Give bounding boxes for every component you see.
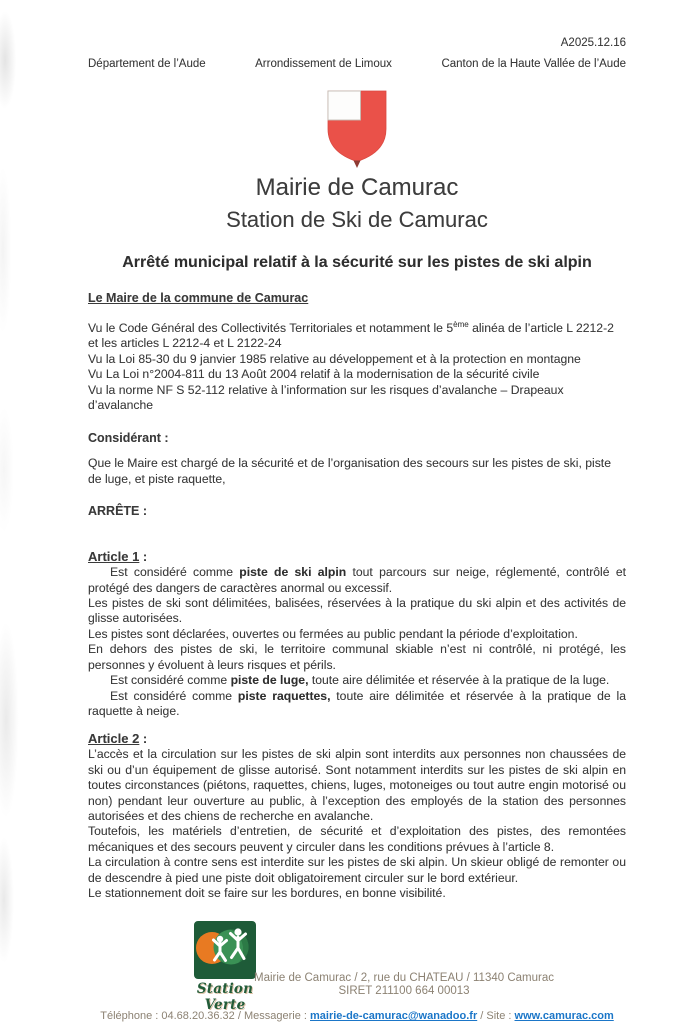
- canton-label: Canton de la Haute Vallée de l’Aude: [441, 58, 626, 70]
- considerant-text: Que le Maire est chargé de la sécurité et de l’organisation des secours sur les pistes de ski, piste de luge, et piste raquette,: [88, 456, 611, 486]
- website-link[interactable]: www.camurac.com: [514, 1010, 614, 1022]
- header-row: [88, 57, 626, 72]
- footer-phone-label: Téléphone : 04.68.20.36.32 / Messagerie :: [100, 1010, 310, 1022]
- article-1-heading-colon: :: [139, 549, 148, 565]
- a1p6-post: toute aire délimitée et réservée à la pratique de la raquette à neige.: [88, 688, 626, 718]
- vu-recitals: [88, 321, 626, 413]
- a1p5-post: toute aire délimitée et réservée à la pratique de la luge.: [308, 673, 610, 688]
- vu-paragraph-2: Vu la Loi 85-30 du 9 janvier 1985 relative au développement et à la protection en montagne: [88, 351, 581, 366]
- vu1-superscript: ème: [453, 319, 469, 329]
- footer: [88, 920, 626, 1014]
- email-link[interactable]: mairie-de-camurac@wanadoo.fr: [310, 1010, 478, 1022]
- article-1-body: [88, 565, 626, 719]
- decree-title: Arrêté municipal relatif à la sécurité sur les pistes de ski alpin: [122, 254, 592, 271]
- vu1-post: alinéa de l’article L 2212-2 et les articles L 2212-4 et L 2122-24: [88, 321, 614, 351]
- article-1-paragraph: [88, 565, 626, 596]
- a1p1-bold-term: piste de ski alpin: [239, 565, 347, 580]
- article-1-paragraph: [88, 689, 626, 720]
- department-label: Département de l’Aude: [88, 58, 206, 70]
- footer-address: Mairie de Camurac / 2, rue du CHATEAU / 11340 Camurac: [254, 972, 554, 985]
- article-2-heading: [88, 731, 626, 747]
- arrondissement-label: Arrondissement de Limoux: [255, 58, 392, 70]
- article-2-heading-label: Article 2: [88, 731, 140, 747]
- station-verte-label: Station Verte: [196, 981, 254, 1014]
- vu1-pre: Vu le Code Général des Collectivités Territoriales et notamment le 5: [88, 321, 454, 335]
- mairie-title: Mairie de Camurac: [255, 174, 459, 201]
- station-title: Station de Ski de Camurac: [226, 207, 488, 232]
- a1p6-bold-term: piste raquettes,: [237, 688, 331, 703]
- article-2-paragraph: Le stationnement doit se faire sur les bordures, en bonne visibilité.: [88, 885, 446, 900]
- vu-paragraph-1: [88, 321, 626, 352]
- maire-heading: Le Maire de la commune de Camurac: [88, 291, 309, 305]
- a1p5-pre: Est considéré comme: [110, 673, 231, 688]
- article-1-paragraph: En dehors des pistes de ski, le territoire communal skiable n’est ni contrôlé, ni protégé, les personnes y évoluent à leurs risques et périls.: [88, 642, 626, 672]
- article-2-paragraph: Toutefois, les matériels d’entretien, de sécurité et d’exploitation des pistes, des remontées mécaniques et des secours peuvent y circuler dans les conditions prévues à l’article 8.: [88, 824, 626, 854]
- ref-number: A2025.12.16: [560, 37, 626, 49]
- article-2-paragraph: L’accès et la circulation sur les pistes de ski alpin sont interdits aux personnes non chaussées de ski ou d’un équipement de glisse autorisé. Sont notamment interdits sur les pistes de ski alpin en toutes circonstances (piétons, raquettes, chiens, luges, motoneiges ou tout autre engin motorisé ou non) pendant leur ouverture au public, à l’exception des employés de la station des personnes autorisées et des chiens de recherche en avalanche.: [88, 747, 626, 823]
- crest-container: [88, 89, 626, 169]
- footer-contact: [88, 1010, 626, 1022]
- article-1-heading-label: Article 1: [88, 549, 140, 565]
- article-2-heading-colon: :: [139, 731, 148, 747]
- article-2-body: [88, 747, 626, 901]
- a1p6-pre: Est considéré comme: [110, 688, 238, 703]
- considerant-heading: Considérant :: [88, 431, 169, 446]
- vu-paragraph-3: Vu La Loi n°2004-811 du 13 Août 2004 relatif à la modernisation de la sécurité civile: [88, 367, 540, 382]
- article-1-heading: [88, 549, 626, 565]
- article-1-paragraph: Les pistes de ski sont délimitées, balisées, réservées à la pratique du ski alpin et des activités de glisse autorisées.: [88, 596, 626, 626]
- a1p1-post: tout parcours sur neige, réglementé, contrôlé et protégé des dangers de caractères anormal ou excessif.: [88, 565, 626, 595]
- article-1-paragraph: [88, 673, 626, 688]
- arrete-heading: ARRÊTE :: [88, 504, 148, 519]
- footer-siret: SIRET 211100 664 00013: [338, 985, 470, 998]
- a1p1-pre: Est considéré comme: [110, 565, 240, 580]
- vu-paragraph-4: Vu la norme NF S 52-112 relative à l’information sur les risques d’avalanche – Drapeaux d’avalanche: [88, 382, 564, 413]
- article-2-paragraph: La circulation à contre sens est interdite sur les pistes de ski alpin. Un skieur obligé de remonter ou de descendre à pied une piste doit obligatoirement circuler sur le bord extérieur.: [88, 855, 626, 885]
- station-verte-logo-icon: [193, 920, 257, 980]
- station-verte-logo: [186, 920, 264, 1013]
- a1p5-bold-term: piste de luge,: [230, 673, 309, 688]
- camurac-crest-icon: [324, 89, 390, 169]
- article-1-paragraph: Les pistes sont déclarées, ouvertes ou fermées au public pendant la période d’exploitation.: [88, 626, 578, 641]
- footer-site-label: / Site :: [477, 1010, 515, 1022]
- footer-address-block: [248, 972, 560, 998]
